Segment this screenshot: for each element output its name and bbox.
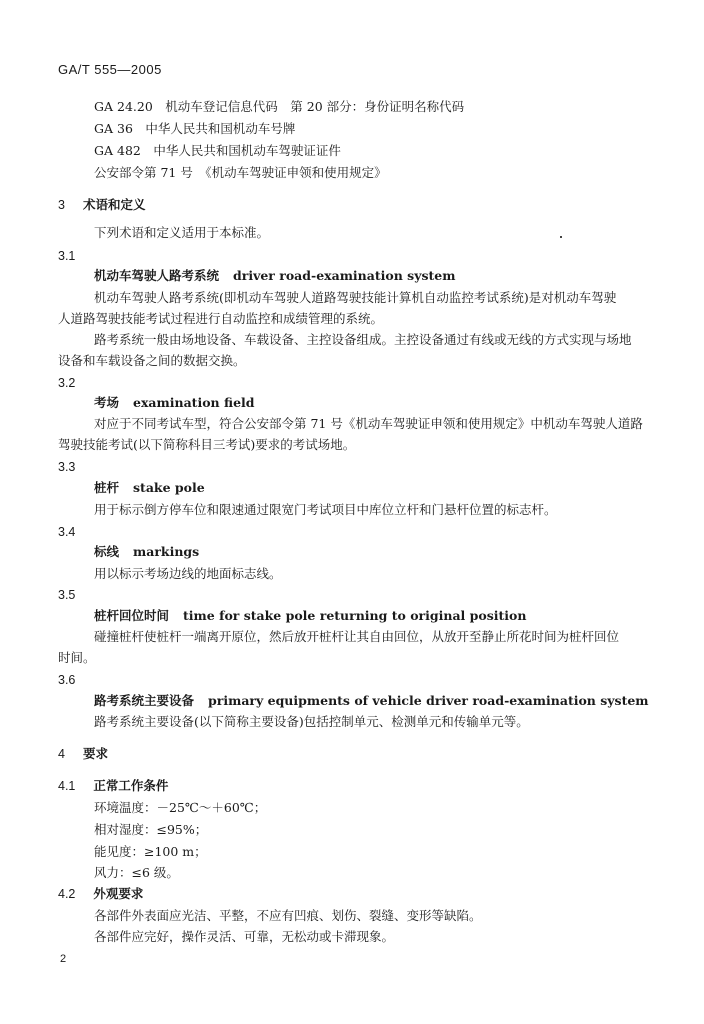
reference-item: GA 482 中华人民共和国机动车驾驶证证件 (94, 143, 341, 158)
paragraph: 下列术语和定义适用于本标准。 (94, 225, 270, 240)
condition-item: 环境温度：－25℃～＋60℃； (94, 800, 267, 815)
term-en: stake pole (133, 480, 205, 495)
term-cn: 考场 (94, 395, 120, 410)
term-heading (94, 395, 255, 411)
reference-item: GA 24.20 机动车登记信息代码 第 20 部分：身份证明名称代码 (94, 99, 465, 114)
term-en: examination field (133, 395, 255, 410)
section-number: 3 (58, 198, 65, 212)
section-title: 术语和定义 (82, 198, 146, 212)
paragraph: 驾驶技能考试(以下简称科目三考试)要求的考试场地。 (58, 437, 356, 452)
section-number: 4 (58, 747, 65, 761)
standard-code: GA/T 555—2005 (58, 62, 162, 77)
clause-number: 3.5 (58, 588, 76, 602)
term-heading (94, 268, 455, 284)
term-en: driver road-examination system (233, 268, 456, 283)
condition-item: 风力：≤6 级。 (94, 865, 179, 880)
paragraph: 设备和车载设备之间的数据交换。 (58, 353, 246, 368)
clause-number: 3.1 (58, 249, 76, 263)
reference-item: GA 36 中华人民共和国机动车号牌 (94, 121, 296, 136)
clause-number: 3.2 (58, 376, 76, 390)
paragraph: 路考系统一般由场地设备、车载设备、主控设备组成。主控设备通过有线或无线的方式实现与场地 (94, 332, 632, 347)
term-cn: 路考系统主要设备 (94, 693, 195, 708)
section-heading (58, 197, 145, 213)
paragraph: 用于标示倒方停车位和限速通过限宽门考试项目中库位立杆和门悬杆位置的标志杆。 (94, 502, 557, 517)
scan-speck (560, 236, 562, 238)
paragraph: 机动车驾驶人路考系统(即机动车驾驶人道路驾驶技能计算机自动监控考试系统)是对机动车驾驶 (94, 290, 617, 305)
subsection-heading (58, 778, 168, 794)
paragraph: 各部件应完好，操作灵活、可靠，无松动或卡滞现象。 (94, 929, 395, 944)
term-cn: 标线 (94, 544, 120, 559)
subsection-title: 正常工作条件 (93, 779, 169, 793)
subsection-heading (58, 886, 143, 902)
subsection-number: 4.2 (58, 887, 76, 901)
term-en: markings (133, 544, 200, 559)
page-number: 2 (60, 953, 67, 965)
subsection-title: 外观要求 (93, 887, 144, 901)
term-en: time for stake pole returning to original position (183, 608, 527, 623)
term-cn: 桩杆 (94, 480, 120, 495)
clause-number: 3.3 (58, 460, 76, 474)
reference-item: 公安部令第 71 号 《机动车驾驶证申领和使用规定》 (94, 165, 387, 180)
paragraph: 各部件外表面应光洁、平整，不应有凹痕、划伤、裂缝、变形等缺陷。 (94, 908, 482, 923)
term-cn: 机动车驾驶人路考系统 (94, 268, 220, 283)
paragraph: 碰撞桩杆使桩杆一端离开原位，然后放开桩杆让其自由回位，从放开至静止所花时间为桩杆回位 (94, 629, 620, 644)
term-heading (94, 608, 526, 624)
paragraph: 用以标示考场边线的地面标志线。 (94, 566, 282, 581)
condition-item: 能见度：≥100 m； (94, 844, 207, 859)
term-heading (94, 544, 199, 560)
section-heading (58, 746, 108, 762)
paragraph: 对应于不同考试车型，符合公安部令第 71 号《机动车驾驶证申领和使用规定》中机动车驾驶人道路 (94, 416, 643, 431)
term-cn: 桩杆回位时间 (94, 608, 170, 623)
term-heading (94, 693, 649, 709)
paragraph: 人道路驾驶技能考试过程进行自动监控和成绩管理的系统。 (58, 311, 384, 326)
term-en: primary equipments of vehicle driver road-examination system (208, 693, 649, 708)
subsection-number: 4.1 (58, 779, 76, 793)
term-heading (94, 480, 205, 496)
condition-item: 相对湿度：≤95%； (94, 822, 208, 837)
paragraph: 路考系统主要设备(以下简称主要设备)包括控制单元、检测单元和传输单元等。 (94, 714, 529, 729)
paragraph: 时间。 (58, 650, 96, 665)
clause-number: 3.4 (58, 525, 76, 539)
clause-number: 3.6 (58, 673, 76, 687)
section-title: 要求 (82, 747, 108, 761)
